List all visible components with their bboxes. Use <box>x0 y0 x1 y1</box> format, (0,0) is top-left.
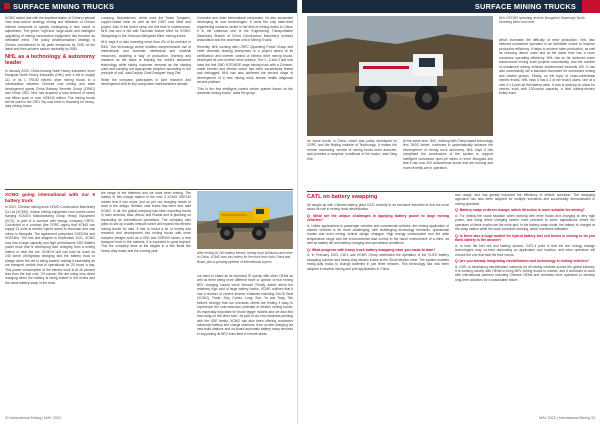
section-divider <box>5 189 293 190</box>
nhl-truck-photo <box>307 16 493 136</box>
catl-heading: CATL on battery swapping <box>307 194 378 200</box>
catl-question-3: Q: Battery swap or direct charge; which direction is more suitable for mining? <box>455 208 585 213</box>
xcmg-paragraph-1: In 2021, Chinese mining truck XCMG Construction Machinery Co Ltd (XCMG), whose mining equipment now comes under Nanjing XCMG's Manufacturing Group Heavy Equipment (XCG), is part of a contract with energy company CRRC. Concluded in a contract (the CRRC signs) that XCMG can supply 21 units at electric hybrid drives to mountain and coal mines in Mongolia. The agreement comprised XDE240s and XDE160s. The first unit shipped in September 2021, XCMG now has a large capacity and high performance XDE Battery power truck that is developing fast: charging from a mining station or near the ore. XCMG's unit can hold as much as 245 tonne off-highway charging and the battery truck to charge when the ore is being loaded, making it essentially an ore transport vehicle that is operational for 23 hours a day. This power consumption of the electric truck is at 45 percent less than the fuel cost. 'Of course, We are using very direct charging when the battery is being tested in the mines and the same battery swap in the truck. <box>5 205 95 285</box>
xcmg-heading: XCMG going international with our 5 battery truck <box>5 192 95 203</box>
catl-question-1: Q: What are the unique challenges in applying battery power to large mining vehicles? <box>307 213 449 222</box>
xcmg-photo-caption: After testing its 240 battery electric mining truck at Baotou and mine in China, XCMG now has orders for the truck from both China and Brazil, plus a growing pipeline of international buyers. <box>197 251 293 264</box>
col3-quote: 'This is the first intelligent control centre system based on the domestic mining trucks,' adds the group. <box>197 86 293 96</box>
mine-illustration <box>307 16 493 136</box>
catl-question-5: Q: Are you already integrating electrification and technology in mining vehicles? <box>455 259 590 264</box>
col3-paragraph-1: Cummins and other international companies, it's also successful developing its own technologies. It owns the only state-level engineering research centre in the field of mining trucks in China. It is the chairman unit of the Engineering Transportation Machinery Branch of China Construction Machinery Industry Association and the chairman unit of Mining Trucks. <box>197 16 293 43</box>
catl-continued: and usage, and has greatly improved the efficiency of vehicle operation. The swapping approach has also been adopted for multiple scenarios and successfully demonstrated in mining operation. <box>455 193 595 206</box>
catl-answer-5: A: CATL is developing electrification solutions for all mining vehicles across the global industry. It is working closely with OEMs to bring BEV mining trucks to market, and it continues to work with international partners including Chinese OEMs and overseas mine operators to develop long-term solutions for a sustainable future. <box>455 264 595 282</box>
right-paragraph-2: At the same time, NHL, working with China-based technology firm TAGE Idriver, continues to systematically advance the development of mining truck autonomy. NHL says it has completed the construction of the system to support intelligent unmanned open-pit mines in Inner Mongolia and that it has now 300 autonomous trucks that are running and more recently are in operation. <box>403 139 493 170</box>
truck-illustration <box>197 191 293 249</box>
nhl-photo-caption: NHL NTE360 operating at Inner Mongolia's Huaneng's North Huaneng Mine coal mine. <box>499 16 585 25</box>
xcmg-paragraph-2: the range of the batteries and we have been testing. The battery in this charge station in the new 3 XCMG XDE240 means that it can move, just as per our charging needs to work in the design. Brilliant, said trucks has been fast, said XCMG. In all, the global company has been exporting trucks in Latin America, Asia, Africa, and Russia and is planning on expanding its international operations. The company also plans to set up a sales network which will expand into electric mining trucks for sale. It has to invest a lot of money into research and development into mining trucks with more complex designs such as a XDE and XDR400 series, a new transport truck in the markets, it is expected to grow beyond. This the company aims at the largest in a few fields like heavy-duty trucks and the coming year. <box>101 191 191 253</box>
right-header-band <box>302 0 600 13</box>
catl-divider <box>307 191 595 192</box>
xcmg-col-1 <box>5 191 95 413</box>
left-header-band <box>0 0 298 13</box>
right-header-title: SURFACE MINING TRUCKS <box>474 2 576 11</box>
right-col-3 <box>499 38 595 189</box>
left-footer: 32 International Mining | MAY 2022 <box>5 416 61 420</box>
nhl-paragraph: In January 2022, China Inmong North Heavy Industries' Inner Mongolia North Heavy Industries (NHL) won a bid to supply 111 of its 1 TR100 electric drive mining trucks to a collaborative between Chinese coal mining and state development giants China Railway Seventh Group (CR6G) and China CRG. NHL has acquired a total amount of nearly one billion yuan or over US$140 million. The mining trucks will be used in the CRG Tay coal mine in Huaneng for heavy-duty mining trucks. <box>5 68 95 109</box>
left-col-3 <box>197 16 293 186</box>
xcmg-truck-photo <box>197 191 293 249</box>
nhl-heading: NHL as a technology & autonomy leader <box>5 53 95 67</box>
catl-intro: IM caught up with Chinese battery giant CATL recently in an exclusive interview to find out more about its role in mining truck electrification. <box>307 202 449 212</box>
catl-col-1 <box>307 193 449 413</box>
right-col-2 <box>403 139 493 189</box>
col3-paragraph-2: Recently, NHL working with CRRC Qiyanfeng Power Group and other domestic leading enterprises in a project aimed at its certification and inverter control of electric drive mining trucks, developed its own inverter drive solution. The 1 –2 and 3 unit now have the first 2WD NTE360/E large mining truck with a Chinese-made inverter and electric motor has been successfully tested and debugged. NHL has also achieved the second stage of development of a new mining truck remote health diagnosis service platform. <box>197 44 293 85</box>
xcmg-paragraph-3: out want to share all its technical IP openly with other OEMs as well as them being more different more or opinion of true mining BEV charging should move forward. Finally, asked about the relatively high cost of large battery trucks, XCMG outlined that it has a number of current finance initiatives including Dar-Si Seat (XCMG), Trade, Seq, Cortec, Long, Sun, Ya and Tang, 'We believe strongly that our overseas clients are finding it easy to experience the cost-reduction potential of electric mining trucks; it's especially important for those bigger models and we also find that using on the other side.' As part of our new business pushing with the XDE family, XCMG has also been offering customers advanced battery and charge solutions, from on-site charging via new-build stations and on-board automatic battery swap services to supporting its BEV truck fleet in remote areas. <box>197 274 293 336</box>
intro-paragraph: XCMG added that with the implementation of China's national 'new dual-carbon' strategy, mining and utilisation of China's mineral resources is quickly undergoing a new round of adjustment. The green, high-end, large-scale and intelligent upgrading of mining construction equipment has become an inevitable trend. The policy decarbonisation strategy is China's commitment to hit peak emissions by 2030 at the latest and then achieve carbon neutrality by 2060. <box>5 16 95 52</box>
catl-question-4: Q: Is there also a huge market for hybrid battery-fuel cell trucks in mining or do you think battery is the answer? <box>455 233 595 243</box>
catl-col-2 <box>455 193 595 413</box>
catl-answer-4: A: In both the fuel cell and battery sectors, CATL's point is that the two energy storage technologies may co-exist depending on application and location, and mine operators will choose the one that best fits their needs. <box>455 243 595 257</box>
right-paragraph-1: for some trucks in China, which was jointly developed by CRRC and the Beijing Institute of Technology. It makes the remote monitoring, service of mining trucks more accurate, and provides a complete 'conditions of the trucks,' said Yang Zhe. <box>307 139 397 161</box>
catl-question-2: Q: What progress with heavy truck battery swapping have you made to date? <box>307 247 436 252</box>
header-logo-slab <box>582 0 600 13</box>
left-header-title: SURFACE MINING TRUCKS <box>13 2 115 11</box>
left-page <box>0 0 298 424</box>
xcmg-col-3 <box>197 274 293 413</box>
xcmg-col-2 <box>101 191 191 413</box>
catl-answer-2: A: In February 2023, CATL and XCMG Group celebrated the operation of the FL/EO battery swapping solution and heavy-duty electric trucks at the Shudi electric mine. The system enables heavy-duty trucks to change batteries in just three minutes. This technology has now been adopted in several mining and port applications in China. <box>307 253 449 271</box>
col2-paragraph-1: Luoyang, Molybdenum, which uses the Tanke Tungsten-copper-cobalt mine as well as the CMG coal Mine and project. Also in the year's ramp, but this time in maintenance, NHL has won a bid with Tianshan Nature Mine for XCMG-Wangxiang to the Jinchuan-Mengshui Mine: mining trucks. <box>101 16 191 38</box>
right-footer: MAY 2022 | International Mining 33 <box>539 416 595 420</box>
right-page <box>302 0 600 424</box>
catl-answer-3: A: For mining the usual situation when working with mine trucks and charging at very high power, and using direct charging seems more practical to some applications where the operators of these trucks use the mine grid. In the battery swap mode, the battery is charged at the swap station while the truck continues working, which increases utilisation. <box>455 213 595 232</box>
right-paragraph-3: which increases the difficulty of mine production. NHL also believes unmanned operation is an inevitable choice to improve production efficiency. It helps to achieve safer production, as well as reducing labour costs and at the same time has a more conscious operating efficiency. NHL has so far achieved some autonomous mining truck projects successfully, and the number of unmanned mining vehicles implemented exceeds 100. It has also successfully set a standard document for unmanned mining and related groups. Finally, on the topic of cross-continental electric trucks, NHL says it has a 2 of the truck's plans, one at a new 4 x 4 plan all the battery parts. It now is working on plans for electric truck with 100-tonne capacity, a third battery-electric trolley truck. <box>499 38 595 96</box>
header-marker <box>4 3 10 9</box>
col2-paragraph-2: NHL says it is also investing more than 4% of its revenue in R&D. 'Our technology centre enables comprehensive use of international and domestic intellectual and material resources, adopting a way of production, learning and research as the basis of building the world's advanced technology while taking customer demand as the starting point and carrying out appropriate adoption according to the principle of pull,' said Deputy Chief Designer Yang Zhe. <box>101 40 191 76</box>
left-col-2 <box>101 16 191 186</box>
right-col-1 <box>307 139 397 189</box>
left-col-1 <box>5 16 95 186</box>
col2-paragraph-3: While the company participates in joint research and development with its key component manufacturers abroad. <box>101 77 191 87</box>
catl-answer-1: A: Unlike applications in passenger vehicles and commercial vehicles, the mining application of electric vehicles is far more challenging, with challenging technology demands, operational modes and even mining vehicle design changes. High energy consumption and the wide temperature range and the environmental dust control in the harsh environment of a mine, as well as battery life and battery charging and operational conditions. <box>307 223 449 246</box>
